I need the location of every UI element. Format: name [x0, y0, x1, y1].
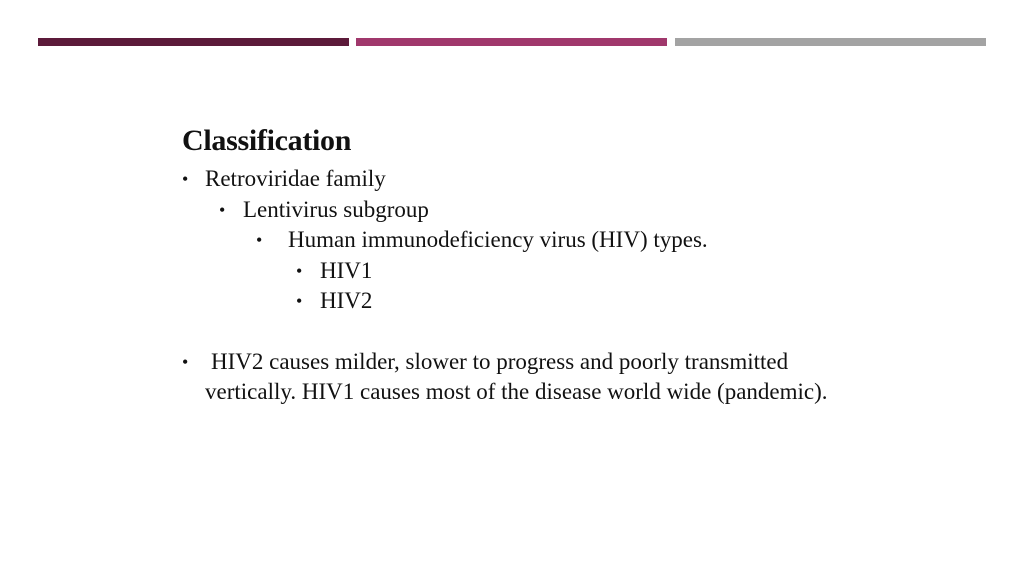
bullet-icon: •: [182, 351, 189, 372]
list-item-hiv1: [182, 256, 882, 287]
bullet-icon: •: [256, 230, 263, 250]
list-item-text: HIV2: [320, 288, 373, 313]
bullet-icon: •: [296, 260, 303, 281]
bullet-icon: •: [296, 291, 303, 311]
list-item-text: HIV1: [320, 257, 373, 283]
bullet-icon: •: [182, 169, 189, 189]
list-item-lentivirus: [182, 195, 882, 226]
accent-bar-magenta: [356, 38, 667, 46]
list-item-hiv2: [182, 286, 882, 317]
list-item-text: Lentivirus subgroup: [243, 196, 429, 222]
accent-bar-gray: [675, 38, 986, 46]
slide-title: Classification: [182, 124, 352, 157]
list-item-hiv-types: [182, 225, 882, 256]
accent-bar-dark: [38, 38, 349, 46]
list-item-text: Retroviridae family: [205, 166, 386, 191]
list-item-retroviridae: [182, 164, 882, 195]
list-item-text: Human immunodeficiency virus (HIV) types.: [288, 227, 708, 252]
slide-body: [182, 122, 882, 408]
note-text: HIV2 causes milder, slower to progress and poorly transmitted vertically. HIV1 causes most of the disease world wide (pandemic).: [205, 348, 828, 404]
bullet-icon: •: [219, 199, 226, 220]
note-paragraph: [182, 347, 845, 408]
